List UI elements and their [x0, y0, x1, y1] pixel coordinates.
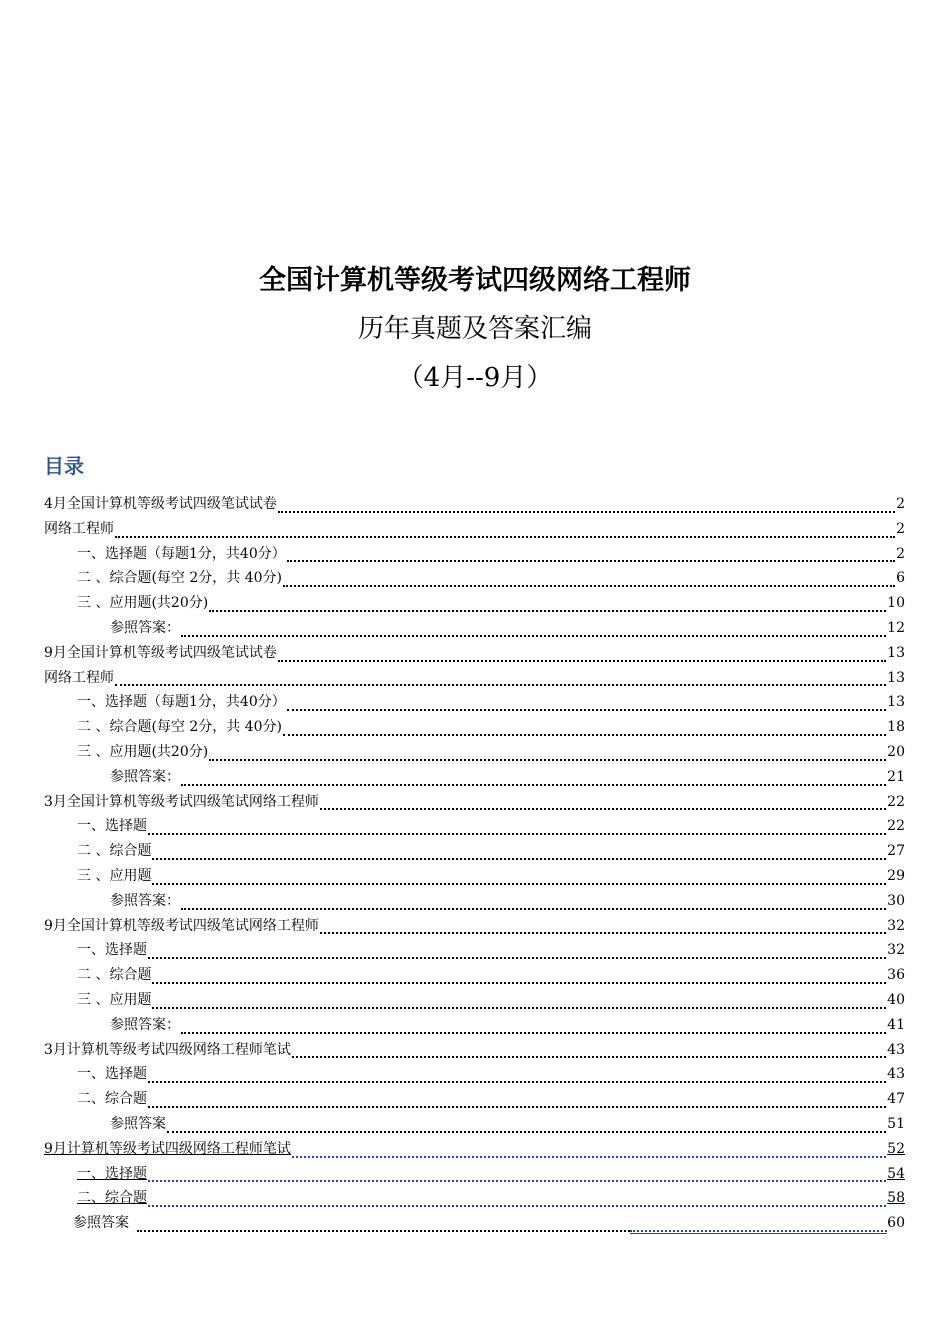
toc-entry-label: 二 、综合题	[77, 843, 152, 860]
toc-entry-page-number: 2	[896, 545, 905, 562]
toc-entry-label: 二 、综合题(每空 2分，共 40分)	[77, 570, 282, 587]
toc-dot-leader	[320, 794, 886, 810]
toc-entry[interactable]	[44, 1087, 905, 1112]
toc-dot-leader	[287, 695, 886, 711]
toc-entry-label: 一、选择题	[77, 1066, 147, 1083]
toc-entry-label: 9月全国计算机等级考试四级笔试试卷	[44, 644, 277, 661]
toc-entry[interactable]	[44, 591, 905, 616]
toc-entry[interactable]	[44, 690, 905, 715]
toc-entry-page-number: 27	[887, 843, 905, 860]
toc-entry-page-number: 22	[887, 818, 905, 835]
toc-dot-leader	[148, 943, 886, 959]
toc-dot-leader	[278, 646, 886, 662]
toc-entry-label: 参照答案	[110, 1115, 166, 1132]
toc-link-leader	[630, 1216, 887, 1232]
toc-entry[interactable]	[44, 938, 905, 963]
toc-dot-leader	[152, 844, 886, 860]
toc-dot-leader	[292, 1042, 886, 1058]
toc-entry[interactable]	[44, 864, 905, 889]
toc-entry-page-number: 41	[887, 1016, 905, 1033]
toc-entry[interactable]	[44, 1162, 905, 1187]
toc-entry-label: 二 、综合题	[77, 967, 152, 984]
document-subtitle: 历年真题及答案汇编	[357, 314, 592, 344]
toc-dot-leader	[148, 819, 886, 835]
toc-entry-label: 3月全国计算机等级考试四级笔试网络工程师	[44, 793, 319, 810]
toc-entry-label: 二、综合题	[77, 1190, 147, 1207]
toc-entry-page-number: 2	[896, 520, 905, 537]
toc-entry-label: 三 、应用题	[77, 867, 152, 884]
toc-entry-label: 一、选择题（每题1分，共40分）	[77, 694, 286, 711]
toc-entry-page-number: 21	[887, 768, 905, 785]
toc-entry-page-number: 13	[887, 669, 905, 686]
toc-entry[interactable]	[44, 492, 905, 517]
toc-entry-page-number: 58	[887, 1190, 905, 1207]
toc-entry[interactable]	[44, 1137, 905, 1162]
toc-entry-label: 参照答案：	[110, 892, 180, 909]
table-of-contents	[44, 492, 905, 1236]
toc-entry[interactable]	[44, 790, 905, 815]
toc-entry-label: 参照答案：	[110, 1016, 180, 1033]
toc-entry-page-number: 47	[887, 1091, 905, 1108]
toc-dot-leader	[152, 993, 886, 1009]
toc-entry-page-number: 10	[887, 595, 905, 612]
toc-entry[interactable]	[44, 616, 905, 641]
toc-entry-page-number: 2	[896, 496, 905, 512]
toc-entry-page-number: 18	[887, 719, 905, 736]
toc-entry-page-number: 43	[887, 1066, 905, 1083]
toc-entry-page-number: 29	[887, 867, 905, 884]
toc-entry-page-number: 22	[887, 793, 905, 810]
toc-entry[interactable]	[44, 814, 905, 839]
toc-entry-label: 一、选择题（每题1分，共40分）	[77, 545, 286, 562]
toc-entry[interactable]	[44, 1038, 905, 1063]
toc-entry-label: 三 、应用题(共20分)	[77, 743, 209, 760]
toc-entry-page-number: 20	[887, 743, 905, 760]
toc-entry[interactable]	[44, 914, 905, 939]
toc-dot-leader	[181, 894, 886, 910]
toc-entry-label: 9月全国计算机等级考试四级笔试网络工程师	[44, 917, 319, 934]
toc-entry[interactable]	[44, 1062, 905, 1087]
toc-entry-page-number: 32	[887, 917, 905, 934]
toc-entry-page-number: 30	[887, 892, 905, 909]
toc-entry[interactable]	[44, 765, 905, 790]
toc-entry-label: 二、综合题	[77, 1091, 147, 1108]
toc-dot-leader	[209, 745, 886, 761]
toc-entry-page-number: 12	[887, 619, 905, 636]
toc-entry[interactable]	[44, 963, 905, 988]
date-range: （4月--9月）	[397, 363, 553, 393]
toc-entry-page-number: 51	[887, 1115, 905, 1132]
toc-entry[interactable]	[44, 1186, 905, 1211]
toc-dot-leader	[152, 968, 886, 984]
toc-entry-page-number: 40	[887, 991, 905, 1008]
toc-entry-label: 三 、应用题(共20分)	[77, 595, 209, 612]
toc-entry[interactable]	[44, 889, 905, 914]
toc-entry-label: 网络工程师	[44, 520, 114, 537]
toc-entry-page-number: 13	[887, 644, 905, 661]
toc-entry-label: 网络工程师	[44, 669, 114, 686]
toc-entry[interactable]	[44, 566, 905, 591]
toc-dot-leader	[148, 1166, 886, 1182]
toc-entry-page-number: 32	[887, 942, 905, 959]
toc-entry-page-number: 54	[887, 1165, 905, 1182]
toc-dot-leader	[320, 918, 886, 934]
toc-dot-leader	[181, 770, 886, 786]
toc-dot-leader	[148, 1191, 886, 1207]
toc-entry-label: 参照答案	[73, 1215, 129, 1232]
toc-entry-page-number: 13	[887, 694, 905, 711]
toc-dot-leader	[287, 546, 895, 562]
toc-entry[interactable]	[44, 839, 905, 864]
toc-dot-leader	[137, 1216, 630, 1232]
document-title: 全国计算机等级考试四级网络工程师	[259, 265, 691, 296]
toc-heading: 目录	[44, 454, 84, 478]
toc-entry[interactable]	[44, 1211, 905, 1236]
toc-entry[interactable]	[44, 666, 905, 691]
toc-dot-leader	[292, 1142, 886, 1158]
toc-entry-page-number: 6	[896, 570, 905, 587]
toc-dot-leader	[148, 1067, 886, 1083]
toc-entry-label: 9月计算机等级考试四级网络工程师笔试	[44, 1140, 291, 1157]
toc-entry-page-number: 36	[887, 967, 905, 984]
toc-dot-leader	[152, 869, 886, 885]
toc-entry-label: 参照答案：	[110, 619, 180, 636]
toc-entry[interactable]	[44, 988, 905, 1013]
toc-entry[interactable]	[44, 715, 905, 740]
toc-dot-leader	[148, 1092, 886, 1108]
toc-entry-label: 二 、综合题(每空 2分，共 40分)	[77, 719, 282, 736]
toc-dot-leader	[181, 1018, 886, 1034]
toc-dot-leader	[167, 1117, 886, 1133]
toc-dot-leader	[278, 497, 895, 513]
toc-entry[interactable]	[44, 542, 905, 567]
toc-dot-leader	[283, 720, 886, 736]
toc-entry[interactable]	[44, 1112, 905, 1137]
toc-entry-page-number: 60	[887, 1215, 905, 1232]
toc-entry-label: 三 、应用题	[77, 991, 152, 1008]
toc-entry[interactable]	[44, 641, 905, 666]
toc-dot-leader	[115, 670, 886, 686]
toc-entry-label: 一、选择题	[77, 818, 147, 835]
toc-entry-page-number: 43	[887, 1041, 905, 1058]
toc-dot-leader	[283, 571, 895, 587]
toc-entry-label: 3月计算机等级考试四级网络工程师笔试	[44, 1041, 291, 1058]
toc-dot-leader	[181, 621, 886, 637]
toc-entry[interactable]	[44, 1013, 905, 1038]
toc-entry[interactable]	[44, 740, 905, 765]
toc-entry-label: 4月全国计算机等级考试四级笔试试卷	[44, 496, 277, 512]
toc-dot-leader	[115, 522, 895, 538]
toc-entry-label: 参照答案：	[110, 768, 180, 785]
toc-entry-page-number: 52	[887, 1140, 905, 1157]
toc-entry[interactable]	[44, 517, 905, 542]
toc-dot-leader	[209, 596, 886, 612]
toc-entry-label: 一、选择题	[77, 942, 147, 959]
toc-entry-label: 一、选择题	[77, 1165, 147, 1182]
